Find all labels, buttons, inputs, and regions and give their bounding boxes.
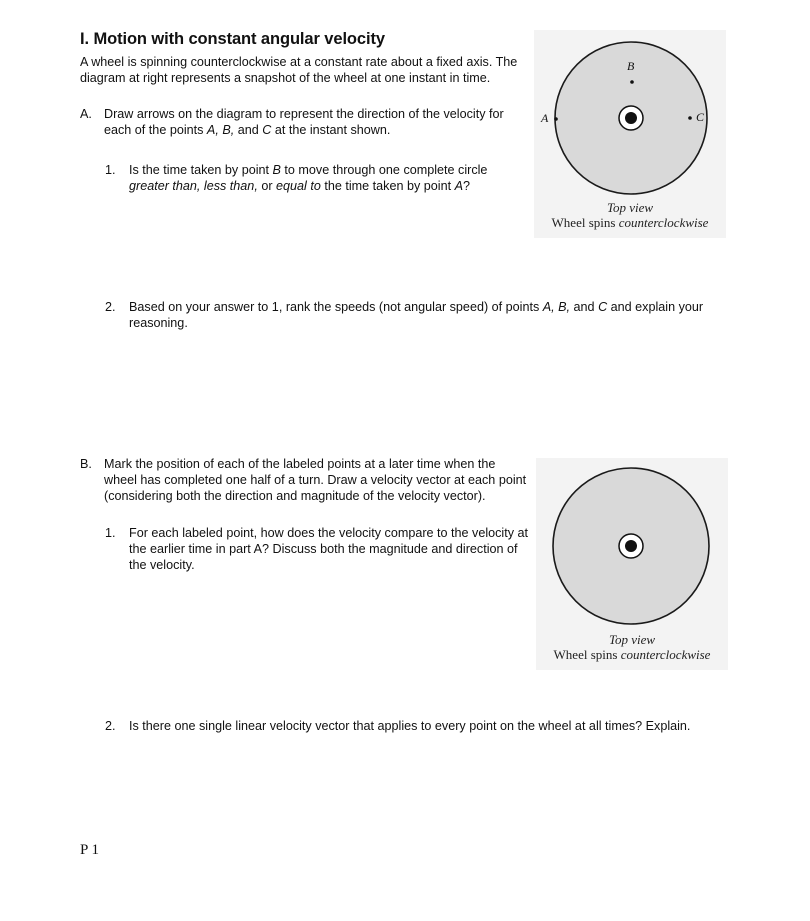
section-title: I. Motion with constant angular velocity: [80, 30, 385, 48]
question-number: 2.: [105, 719, 116, 733]
question-number: 2.: [105, 300, 116, 314]
part-a-label: A.: [80, 107, 92, 121]
part-b-question-1: [105, 525, 530, 573]
point-c-label: C: [696, 110, 705, 124]
part-a-question-2: [105, 299, 725, 331]
point-c-dot: [688, 116, 692, 120]
point-b-label: B: [627, 59, 635, 73]
point-a-label: A: [541, 111, 549, 125]
page-number: P 1: [80, 842, 100, 858]
question-text: Is there one single linear velocity vector that applies to every point on the wheel at all times? Explain.: [129, 719, 691, 733]
point-a-dot: [554, 117, 558, 121]
figure-caption-2: Top view Wheel spins counterclockwise: [553, 632, 711, 662]
question-text: Based on your answer to 1, rank the speeds (not angular speed) of points A, B, and C and explain your reasoning.: [129, 300, 704, 330]
figure-caption-1: Top view Wheel spins counterclockwise: [551, 200, 709, 230]
part-b-question-2: [105, 718, 725, 734]
question-text: Is the time taken by point B to move through one complete circle greater than, less than, or equal to the time taken by point A?: [129, 163, 488, 193]
part-b: [80, 456, 530, 504]
point-b-dot: [630, 80, 634, 84]
part-b-text: Mark the position of each of the labeled points at a later time when the wheel has completed one half of a turn. Draw a velocity vector at each point (considering both the direction and magnitude of the velocity vector).: [104, 457, 527, 503]
question-number: 1.: [105, 526, 116, 540]
part-a-text: Draw arrows on the diagram to represent the direction of the velocity for each of the points A, B, and C at the instant shown.: [104, 107, 504, 137]
wheel-diagram-2: [536, 458, 728, 670]
part-a-question-1: [105, 162, 525, 194]
wheel-diagram-1: [534, 30, 726, 238]
intro-paragraph: A wheel is spinning counterclockwise at a constant rate about a fixed axis. The diagram at right represents a snapshot of the wheel at one instant in time.: [80, 55, 518, 85]
question-text: For each labeled point, how does the velocity compare to the velocity at the earlier time in part A? Discuss both the magnitude and direction of the velocity.: [129, 526, 529, 572]
part-b-label: B.: [80, 457, 92, 471]
question-number: 1.: [105, 163, 116, 177]
part-a: [80, 106, 530, 138]
